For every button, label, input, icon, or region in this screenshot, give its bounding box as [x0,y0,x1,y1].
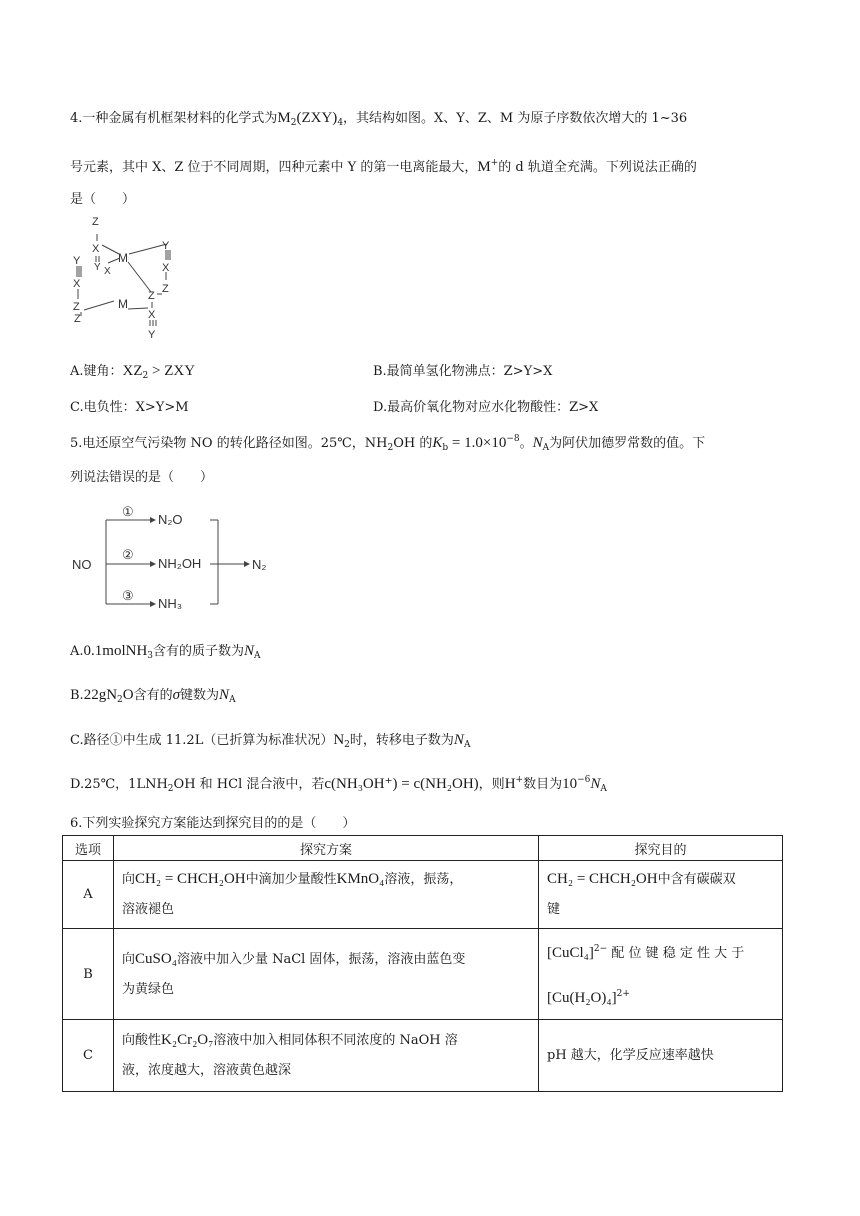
q6-stem: 6.下列实验探究方案能达到探究目的的是（ ） [70,816,356,831]
plan-cell: 向CH₂ = CHCH₂OH中滴加少量酸性KMnO₄溶液，振荡， 溶液褪色 [114,861,539,929]
q4-line2: 号元素，其中 X、Z 位于不同周期，四种元素中 Y 的第一电离能最大，M+的 d 轨道全充满。下列说法正确的 [70,158,697,175]
scheme-start: NO [72,557,92,572]
column-header: 选项 [63,836,114,861]
product-1: N₂O [158,512,183,527]
atom-label: Z [92,216,99,228]
column-header: 探究目的 [539,836,783,861]
atom-label: Z [74,313,81,325]
q4-line3: 是（ ） [70,192,136,207]
atom-label: X [162,262,170,274]
atom-label: X [92,243,100,255]
route-3-label: ③ [122,588,134,603]
table-row [63,861,783,929]
atom-label: Z [162,283,169,295]
q4-line1: 4.一种金属有机框架材料的化学式为$M_2(ZXY)_4$，其结构如图。X、Y、Z、M 为原子序数依次增大的 1~36 [70,110,688,128]
option-cell: B [63,929,114,1020]
route-1-label: ① [122,504,134,519]
product-2: NH₂OH [158,556,202,571]
product-3: NH₃ [158,596,183,611]
option-cell: C [63,1020,114,1092]
plan-cell: 向CuSO₄溶液中加入少量 NaCl 固体，振荡，溶液由蓝色变 为黄绿色 [114,929,539,1020]
atom-label: M [118,297,128,311]
q5-reaction-scheme [70,500,290,612]
atom-label: Y [162,240,170,252]
scheme-end: N₂ [252,557,267,572]
atom-label: Y [148,329,156,341]
q5-option-c: C.路径①中生成 11.2L（已折算为标准状况）$N_2$时，转移电子数为$N_A$ [70,732,471,750]
route-2-label: ② [122,547,134,562]
q4-option-d: D.最高价氧化物对应水化物酸性：Z>X [373,400,599,415]
atom-label: M [118,251,128,265]
q5-option-b: $B.22gN_2O$含有的σ键数为$N_A$ [70,687,236,705]
q5-line2: 列说法错误的是（ ） [70,470,214,485]
goal-cell: pH 越大，化学反应速率越快 [539,1020,783,1092]
atom-label: Z [148,290,155,302]
atom-label: X [73,278,81,290]
q4-option-c: C.电负性：X>Y>M [70,400,189,415]
option-cell: A [63,861,114,929]
atom-label: X [104,266,111,277]
goal-cell: CH₂ = CHCH₂OH中含有碳碳双 键 [539,861,783,929]
table-row [63,929,783,1020]
atom-label: Z [73,301,80,313]
column-header: 探究方案 [114,836,539,861]
atom-label: Y [73,255,81,267]
q4-structure-diagram [64,212,192,348]
q5-line1: 5.电还原空气污染物 NO 的转化路径如图。25℃，$NH_2OH$ 的$K_b = 1.0\times 10^{-8}$。$N_A$为阿伏加德罗常数的值。下 [70,434,706,453]
plan-cell: 向酸性K₂Cr₂O₇溶液中加入相同体积不同浓度的 NaOH 溶 液，浓度越大，溶液黄色越深 [114,1020,539,1092]
atom-label: Y [94,262,101,273]
q4-option-a: A.键角：$XZ_2$ > ZXY [70,363,196,381]
table-row [63,1020,783,1092]
table-header-row [63,836,783,861]
q4-option-b: B.最简单氢化物沸点：Z>Y>X [373,364,553,379]
q5-option-a: A.0.1molNH$_3$含有的质子数为$N_A$ [70,643,261,661]
q5-option-d: D.25℃，$1LNH_2OH$ 和 HCl 混合液中，若c(NH₃OH⁺) = c(NH₂OH)，则H+数目为$10^{-6}N_A$ [70,775,607,794]
q6-table [62,835,783,1092]
atom-label: X [148,309,156,321]
goal-cell: [CuCl₄]$^{2-}$ 配 位 键 稳 定 性 大 于 $[Cu(H_2O)_4]^{2+}$ [539,929,783,1020]
